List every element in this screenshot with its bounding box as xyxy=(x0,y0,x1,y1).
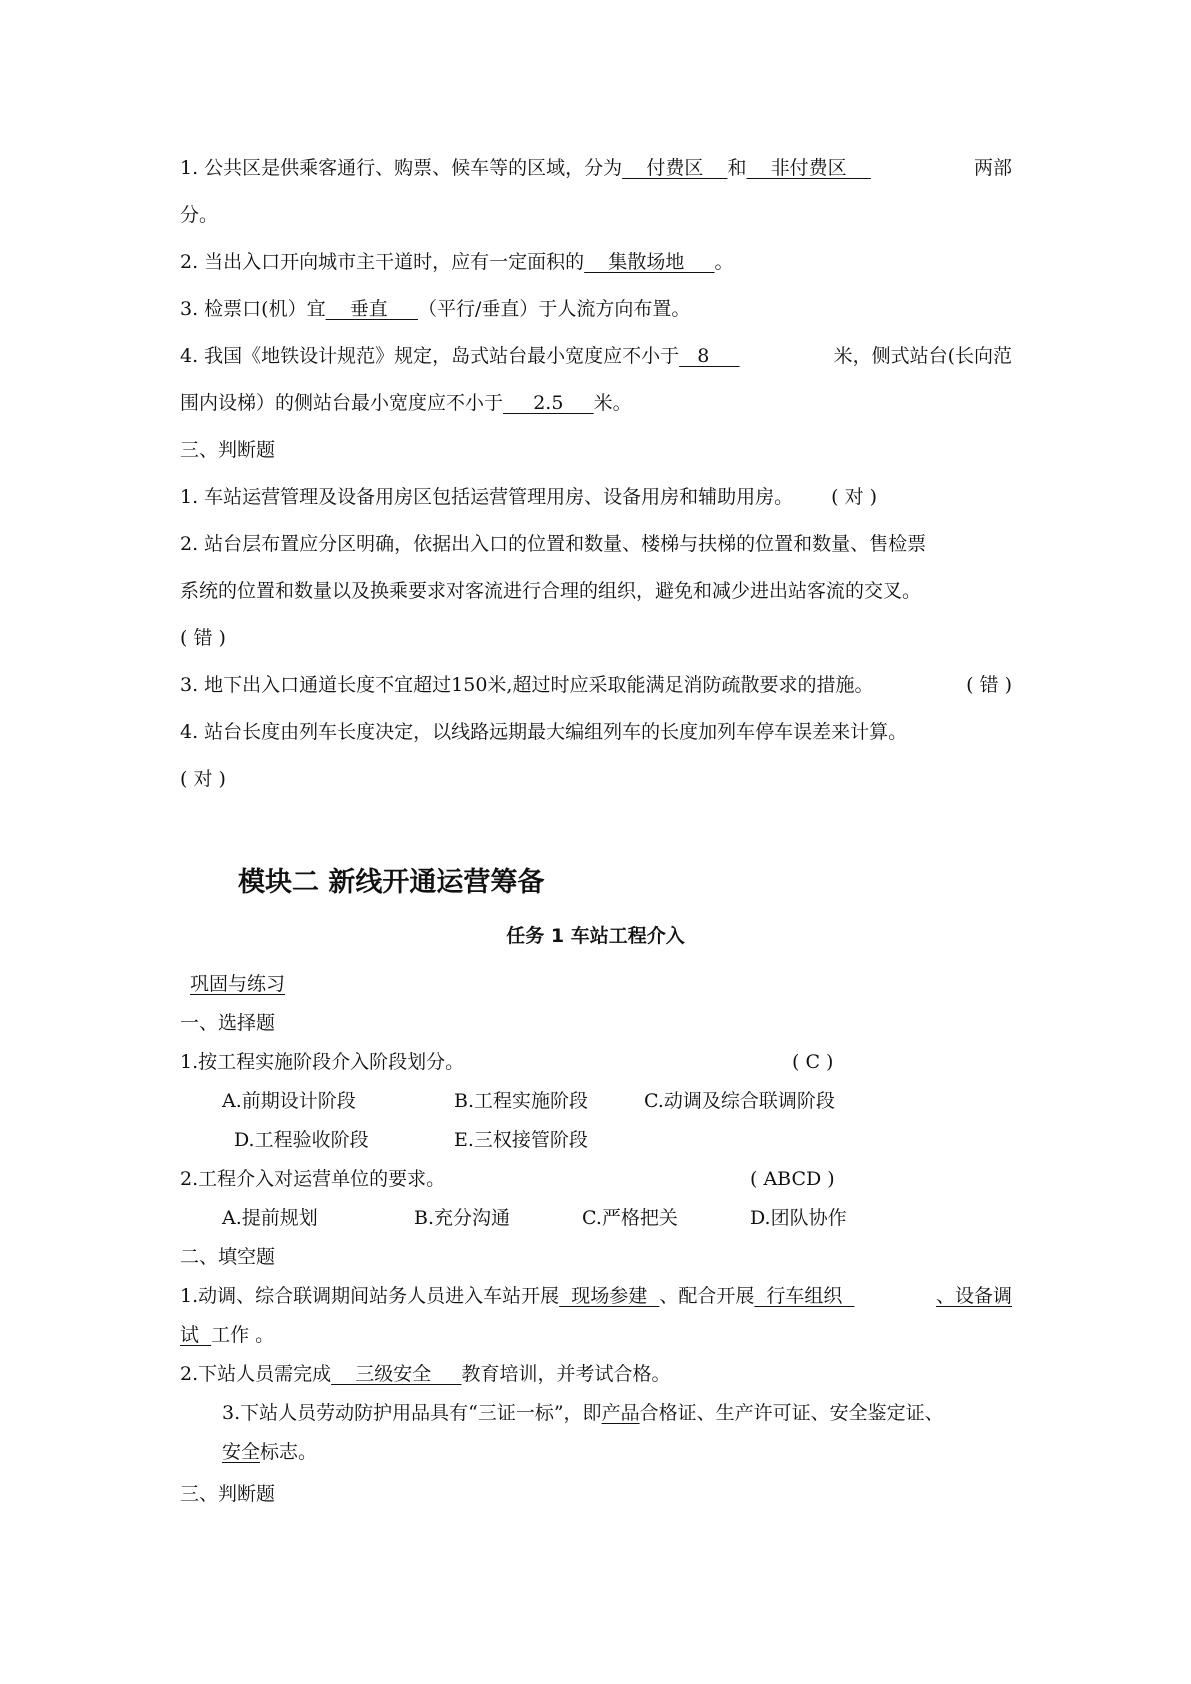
choice-section-title: 一、选择题 xyxy=(180,1012,276,1034)
q1-answer-2: 非付费区 xyxy=(746,157,871,179)
q1-text: 1. 公共区是供乘客通行、购票、候车等的区域，分为 付费区 和 非付费区 xyxy=(180,157,871,179)
judge-section-title: 三、判断题 xyxy=(180,439,276,461)
fill-question-4-line2: 围内设梯）的侧站台最小宽度应不小于 2.5 米。 xyxy=(180,392,632,414)
choice-1-answer: ( C ) xyxy=(792,1051,834,1073)
fill-section-title: 二、填空题 xyxy=(180,1246,276,1268)
choice-2-option-d: D.团队协作 xyxy=(750,1207,847,1229)
fill-question-1-line2: 分。 xyxy=(180,204,219,226)
fill2-q1-answer-3: 、设备调 xyxy=(935,1285,1012,1307)
choice-question-2: 2.工程介入对运营单位的要求。 xyxy=(180,1168,446,1190)
choice-2-option-c: C.严格把关 xyxy=(582,1207,678,1229)
judge2-section-title: 三、判断题 xyxy=(180,1483,276,1505)
choice-1-option-a: A.前期设计阶段 xyxy=(222,1090,356,1112)
q1-answer-1: 付费区 xyxy=(622,157,728,179)
judge-question-2-line1: 2. 站台层布置应分区明确，依据出入口的位置和数量、楼梯与扶梯的位置和数量、售检票 xyxy=(180,533,927,555)
q4-answer-2: 2.5 xyxy=(503,392,594,414)
fill2-question-3-line2: 安全标志。 xyxy=(222,1441,318,1463)
fill2-q1-answer-3-cont: 试 xyxy=(180,1324,212,1346)
fill2-question-2: 2.下站人员需完成 三级安全 教育培训，并考试合格。 xyxy=(180,1363,671,1385)
judge-2-answer: ( 错 ) xyxy=(180,627,226,649)
fill2-q3-underline-2: 安全 xyxy=(222,1441,261,1463)
q4-answer-1: 8 xyxy=(679,345,740,367)
q3-answer: 垂直 xyxy=(325,298,418,320)
fill2-q1-answer-1: 现场参建 xyxy=(559,1285,660,1307)
fill-question-2: 2. 当出入口开向城市主干道时，应有一定面积的 集散场地 。 xyxy=(180,251,734,273)
choice-1-option-b: B.工程实施阶段 xyxy=(454,1090,589,1112)
fill-question-4-line1: 4. 我国《地铁设计规范》规定，岛式站台最小宽度应不小于 8 米，侧式站台(长向范 xyxy=(180,345,1012,367)
fill-question-1-line1: 1. 公共区是供乘客通行、购票、候车等的区域，分为 付费区 和 非付费区 两部 xyxy=(180,157,1012,179)
choice-2-option-b: B.充分沟通 xyxy=(414,1207,511,1229)
task-title: 任务 1 车站工程介入 xyxy=(506,925,685,947)
q2-answer: 集散场地 xyxy=(584,251,715,273)
fill2-q3-underline-1: 产品 xyxy=(601,1402,640,1424)
judge-3-answer: ( 错 ) xyxy=(966,674,1012,696)
fill2-q1-answer-2: 行车组织 xyxy=(754,1285,855,1307)
judge-4-answer: ( 对 ) xyxy=(180,768,226,790)
choice-1-option-d: D.工程验收阶段 xyxy=(234,1129,369,1151)
choice-question-1: 1.按工程实施阶段介入阶段划分。 xyxy=(180,1051,465,1073)
choice-2-option-a: A.提前规划 xyxy=(222,1207,318,1229)
fill2-q2-answer: 三级安全 xyxy=(331,1363,462,1385)
fill-question-3: 3. 检票口(机）宜 垂直 （平行/垂直）于人流方向布置。 xyxy=(180,298,691,320)
fill2-question-1-line1: 1.动调、综合联调期间站务人员进入车站开展 现场参建 、配合开展 行车组织 、设备调 xyxy=(180,1285,1012,1307)
practice-label: 巩固与练习 xyxy=(190,973,286,995)
judge-question-2-line2: 系统的位置和数量以及换乘要求对客流进行合理的组织，避免和减少进出站客流的交叉。 xyxy=(180,580,922,602)
module-title: 模块二 新线开通运营筹备 xyxy=(238,867,545,898)
judge-question-4: 4. 站台长度由列车长度决定，以线路远期最大编组列车的长度加列车停车误差来计算。 xyxy=(180,721,908,743)
fill2-question-3-line1: 3.下站人员劳动防护用品具有“三证一标”，即产品合格证、生产许可证、安全鉴定证、 xyxy=(222,1402,944,1424)
judge-question-3: 3. 地下出入口通道长度不宜超过150米,超过时应采取能满足消防疏散要求的措施。 ( 错 ) xyxy=(180,674,1012,696)
fill2-question-1-line2: 试 工作 。 xyxy=(180,1324,275,1346)
choice-1-option-c: C.动调及综合联调阶段 xyxy=(644,1090,835,1112)
judge-1-answer: ( 对 ) xyxy=(831,486,878,508)
choice-2-answer: ( ABCD ) xyxy=(750,1168,835,1190)
judge-question-1: 1. 车站运营管理及设备用房区包括运营管理用房、设备用房和辅助用房。 ( 对 ) xyxy=(180,486,878,508)
choice-1-option-e: E.三权接管阶段 xyxy=(454,1129,588,1151)
